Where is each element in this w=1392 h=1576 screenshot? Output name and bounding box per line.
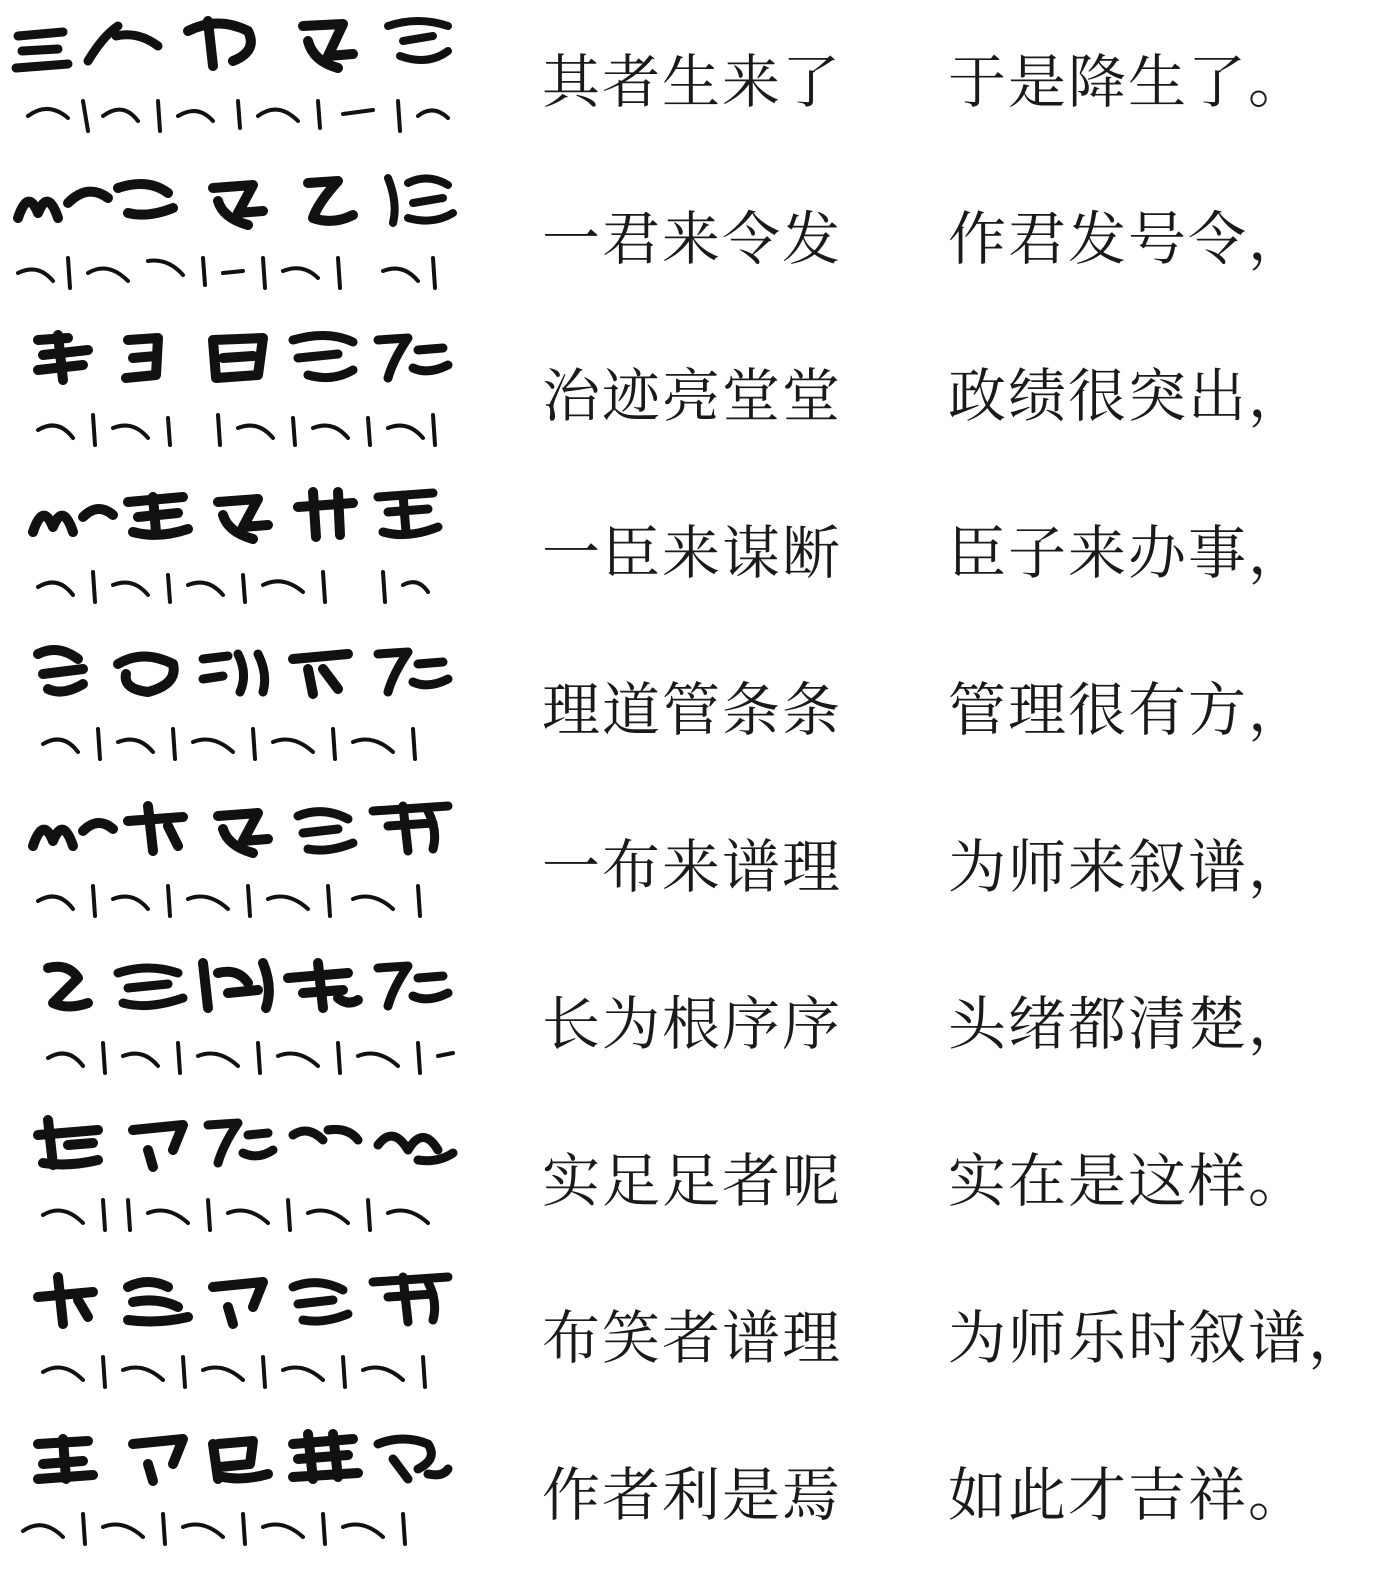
chinese-translation: 作君发号令，: [948, 205, 1309, 273]
handwritten-script-image: [8, 1262, 458, 1407]
chinese-gloss: 其者生来了: [542, 48, 843, 116]
verse-row: [0, 0, 1392, 157]
chinese-gloss: 理道管条条: [542, 676, 843, 744]
chinese-translation: 为师来叙谱，: [948, 833, 1309, 901]
handwritten-script-image: [8, 320, 458, 465]
chinese-translation: 于是降生了。: [948, 48, 1309, 116]
handwritten-script-image: [8, 477, 458, 622]
verse-row: [0, 471, 1392, 628]
verse-row: [0, 942, 1392, 1099]
verse-row: [0, 314, 1392, 471]
verse-row: [0, 1413, 1392, 1570]
chinese-translation: 臣子来办事，: [948, 519, 1309, 587]
handwritten-script-image: [8, 1105, 458, 1250]
verse-row: [0, 157, 1392, 314]
verse-row: [0, 1256, 1392, 1413]
chinese-translation: 管理很有方，: [948, 676, 1309, 744]
handwritten-script-image: [8, 163, 458, 308]
chinese-gloss: 一臣来谋断: [542, 519, 843, 587]
chinese-gloss: 作者利是焉: [542, 1461, 843, 1529]
chinese-translation: 为师乐时叙谱，: [948, 1304, 1369, 1372]
handwritten-script-image: [8, 791, 458, 936]
chinese-translation: 头绪都清楚，: [948, 990, 1309, 1058]
chinese-translation: 如此才吉祥。: [948, 1461, 1309, 1529]
verse-row: [0, 628, 1392, 785]
chinese-gloss: 实足足者呢: [542, 1147, 843, 1215]
chinese-gloss: 治迹亮堂堂: [542, 362, 843, 430]
handwritten-script-image: [8, 1419, 458, 1564]
chinese-gloss: 长为根序序: [542, 990, 843, 1058]
chinese-gloss: 一布来谱理: [542, 833, 843, 901]
chinese-translation: 实在是这样。: [948, 1147, 1309, 1215]
handwritten-script-image: [8, 6, 458, 151]
verse-row: [0, 785, 1392, 942]
chinese-gloss: 一君来令发: [542, 205, 843, 273]
chinese-translation: 政绩很突出，: [948, 362, 1309, 430]
handwritten-script-image: [8, 948, 458, 1093]
chinese-gloss: 布笑者谱理: [542, 1304, 843, 1372]
handwritten-script-image: [8, 634, 458, 779]
verse-row: [0, 1099, 1392, 1256]
